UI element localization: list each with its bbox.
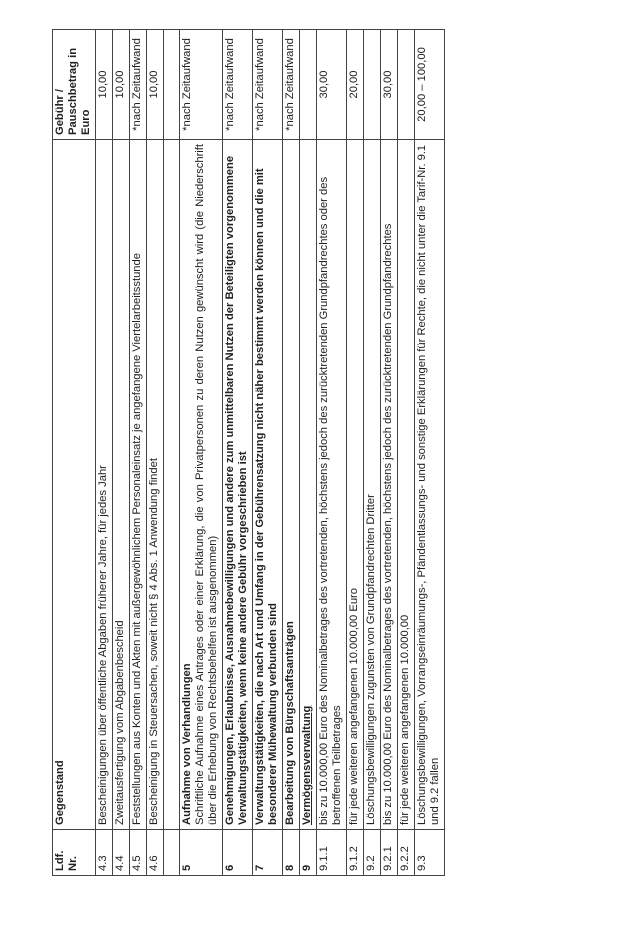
row-subject: Schriftliche Aufnahme eines Antrages oder einer Erklärung, die von Privatpersonen zu deren Nutzen gewünscht wird (die Niederschrift über die Erhebung von Rechtsbehelfen ist ausgenommen): [194, 144, 219, 825]
row-nr: 4.5: [130, 830, 147, 876]
row-nr: 9.1.1: [317, 830, 347, 876]
spacer-row: [164, 30, 180, 876]
row-subject-cell: [180, 140, 223, 830]
table-row: [300, 30, 317, 876]
section-title: Verwaltungstätigkeiten, die nach Art und Umfang in der Gebührensatzung nicht näher bestimmt werden können und die mit besonderer Mühewaltung verbunden sind: [253, 140, 283, 830]
row-fee: [364, 30, 381, 140]
header-gebuehr: Gebühr / Pauschbetrag in Euro: [53, 30, 96, 140]
row-nr: 4.4: [113, 830, 130, 876]
row-subject: für jede weiteren angefangenen 10.000,00: [398, 140, 415, 830]
row-fee: 30,00: [317, 30, 347, 140]
header-ldf-nr: Ldf. Nr.: [53, 830, 96, 876]
row-subject: Löschungsbewilligungen, Vorrangseinräumungs-, Pfändentlassungs- und sonstige Erklärungen für Rechte, die nicht unter die Tarif-Nr. 9.1 und 9.2 fallen: [415, 140, 445, 830]
row-fee: 10,00: [147, 30, 164, 140]
row-nr: 7: [253, 830, 283, 876]
row-nr: 9.2.1: [381, 830, 398, 876]
row-subject: Bescheinigungen über öffentliche Abgaben früherer Jahre, für jedes Jahr: [96, 140, 113, 830]
row-subject: Bescheinigung in Steuersachen, soweit nicht § 4 Abs. 1 Anwendung findet: [147, 140, 164, 830]
row-nr: 9.2.2: [398, 830, 415, 876]
row-fee: [398, 30, 415, 140]
row-fee: *nach Zeitaufwand: [130, 30, 147, 140]
table-row: [347, 30, 364, 876]
row-fee: *nach Zeitaufwand: [253, 30, 283, 140]
row-fee: 10,00: [96, 30, 113, 140]
row-fee: 30,00: [381, 30, 398, 140]
fee-schedule-table: [52, 29, 445, 876]
table-row: [180, 30, 223, 876]
table-row: [381, 30, 398, 876]
row-nr: 4.3: [96, 830, 113, 876]
row-subject: bis zu 10.000,00 Euro des Nominalbetrages des vortretenden, höchstens jedoch des zurücktretenden Grundpfandrechtes oder des betroffenen Teilbetrages: [317, 140, 347, 830]
row-nr: 9: [300, 830, 317, 876]
row-subject: bis zu 10.000,00 Euro des Nominalbetrages des vortretenden, höchstens jedoch des zurücktretenden Grundpfandrechtes: [381, 140, 398, 830]
row-nr: 8: [283, 830, 300, 876]
row-subject: Löschungsbewilligungen zugunsten von Grundpfandrechten Dritter: [364, 140, 381, 830]
spacer-cell: [164, 830, 180, 876]
row-fee: *nach Zeitaufwand: [283, 30, 300, 140]
table-row: [317, 30, 347, 876]
section-title: Vermögensverwaltung: [300, 140, 317, 830]
row-nr: 9.1.2: [347, 830, 364, 876]
row-fee: *nach Zeitaufwand: [223, 30, 253, 140]
table-row: [398, 30, 415, 876]
table-header-row: [53, 30, 96, 876]
row-nr: 9.2: [364, 830, 381, 876]
table-row: [223, 30, 253, 876]
spacer-cell: [164, 30, 180, 140]
table-row: [96, 30, 113, 876]
row-fee: 10,00: [113, 30, 130, 140]
table-row: [253, 30, 283, 876]
header-gegenstand: Gegenstand: [53, 140, 96, 830]
table-row: [283, 30, 300, 876]
row-fee: [300, 30, 317, 140]
table-row: [113, 30, 130, 876]
row-subject: Zweitausfertigung vom Abgabenbescheid: [113, 140, 130, 830]
row-fee: 20,00: [347, 30, 364, 140]
row-nr: 6: [223, 830, 253, 876]
table-row: [147, 30, 164, 876]
row-nr: 9.3: [415, 830, 445, 876]
row-nr: 4.6: [147, 830, 164, 876]
row-subject: Feststellungen aus Konten und Akten mit außergewöhnlichem Personaleinsatz je angefangene Viertelarbeitsstunde: [130, 140, 147, 830]
table-row: [130, 30, 147, 876]
section-title: Genehmigungen, Erlaubnisse, Ausnahmebewilligungen und andere zum unmittelbaren Nutzen der Beteiligten vorgenommene Verwaltungstätigkeiten, wenn keine andere Gebühr vorgeschrieben ist: [223, 140, 253, 830]
table-row: [415, 30, 445, 876]
spacer-cell: [164, 140, 180, 830]
section-title: Aufnahme von Verhandlungen: [181, 663, 193, 825]
section-title: Bearbeitung von Bürgschaftsanträgen: [283, 140, 300, 830]
row-subject: für jede weiteren angefangenen 10.000,00 Euro: [347, 140, 364, 830]
table-row: [364, 30, 381, 876]
row-fee: *nach Zeitaufwand: [180, 30, 223, 140]
row-nr: 5: [180, 830, 223, 876]
row-fee: 20,00 – 100,00: [415, 30, 445, 140]
